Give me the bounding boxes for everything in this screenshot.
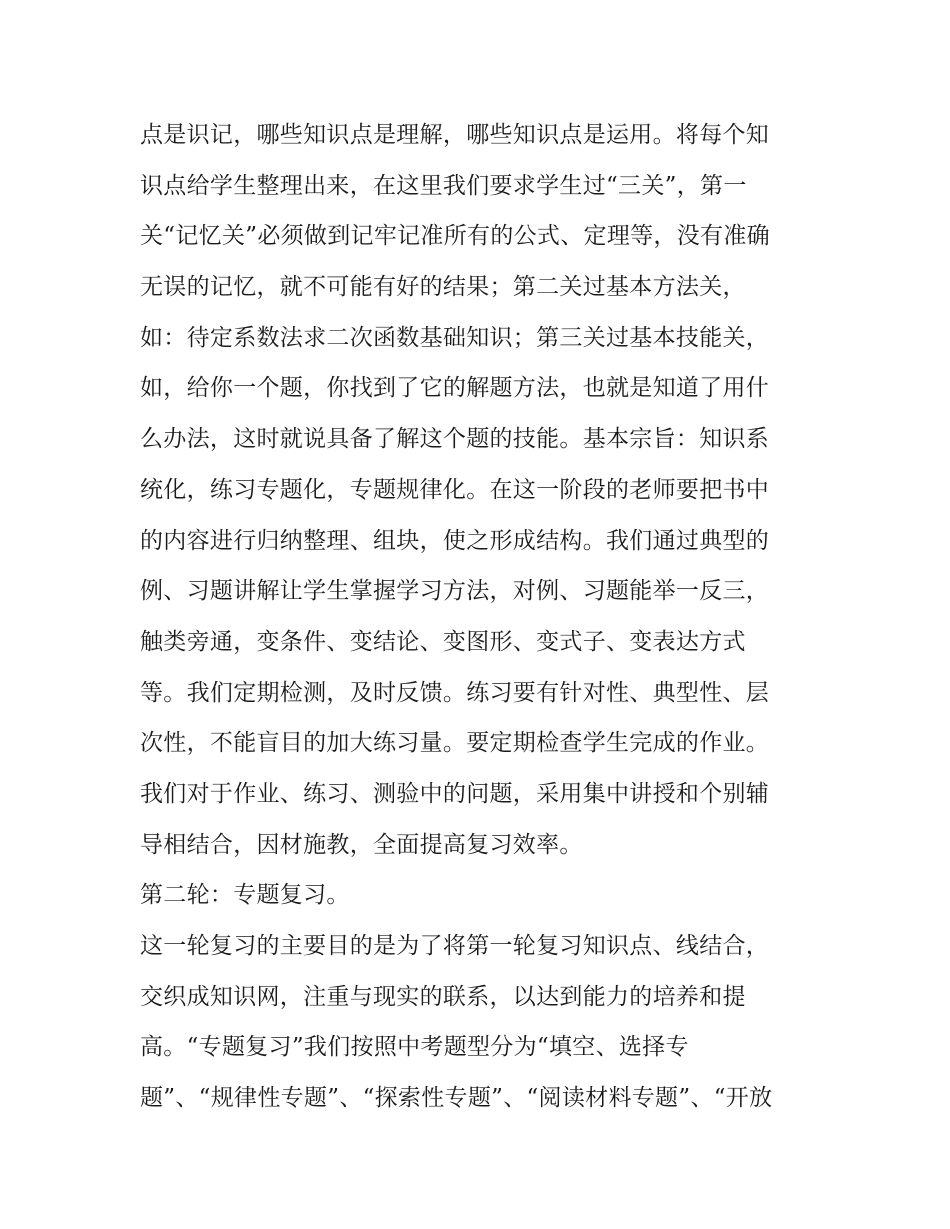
text-line: 例、习题讲解让学生掌握学习方法，对例、习题能举一反三， xyxy=(140,578,770,605)
text-line: 导相结合，因材施教，全面提高复习效率。 xyxy=(140,831,583,858)
text-line: 交织成知识网，注重与现实的联系，以达到能力的培养和提 xyxy=(140,983,746,1010)
text-line: 关“记忆关”必须做到记牢记准所有的公式、定理等，没有准确 xyxy=(140,223,770,250)
section-heading: 第二轮：专题复习。 xyxy=(140,882,350,909)
text-line: 统化，练习专题化，专题规律化。在这一阶段的老师要把书中 xyxy=(140,476,770,503)
text-line: 点是识记，哪些知识点是理解，哪些知识点是运用。将每个知 xyxy=(140,122,770,148)
text-line: 触类旁通，变条件、变结论、变图形、变式子、变表达方式 xyxy=(140,628,746,655)
text-line: 的内容进行归纳整理、组块，使之形成结构。我们通过典型的 xyxy=(140,527,770,554)
text-line: 我们对于作业、练习、测验中的问题，采用集中讲授和个别辅 xyxy=(140,780,770,807)
text-line: 么办法，这时就说具备了解这个题的技能。基本宗旨：知识系 xyxy=(140,426,770,453)
text-line: 无误的记忆，就不可能有好的结果；第二关过基本方法关， xyxy=(140,274,746,301)
text-line: 高。“专题复习”我们按照中考题型分为“填空、选择专 xyxy=(140,1034,689,1061)
text-line: 这一轮复习的主要目的是为了将第一轮复习知识点、线结合， xyxy=(140,933,770,959)
text-line: 次性，不能盲目的加大练习量。要定期检查学生完成的作业。 xyxy=(140,730,770,757)
text-line: 题”、“规律性专题”、“探索性专题”、“阅读材料专题”、“开放 xyxy=(140,1085,773,1112)
text-line: 如，给你一个题，你找到了它的解题方法，也就是知道了用什 xyxy=(140,375,770,402)
body-text xyxy=(140,110,830,1124)
text-line: 如：待定系数法求二次函数基础知识；第三关过基本技能关， xyxy=(140,324,770,351)
text-line: 等。我们定期检测，及时反馈。练习要有针对性、典型性、层 xyxy=(140,679,770,706)
text-line: 识点给学生整理出来，在这里我们要求学生过“三关”，第一 xyxy=(140,172,747,199)
